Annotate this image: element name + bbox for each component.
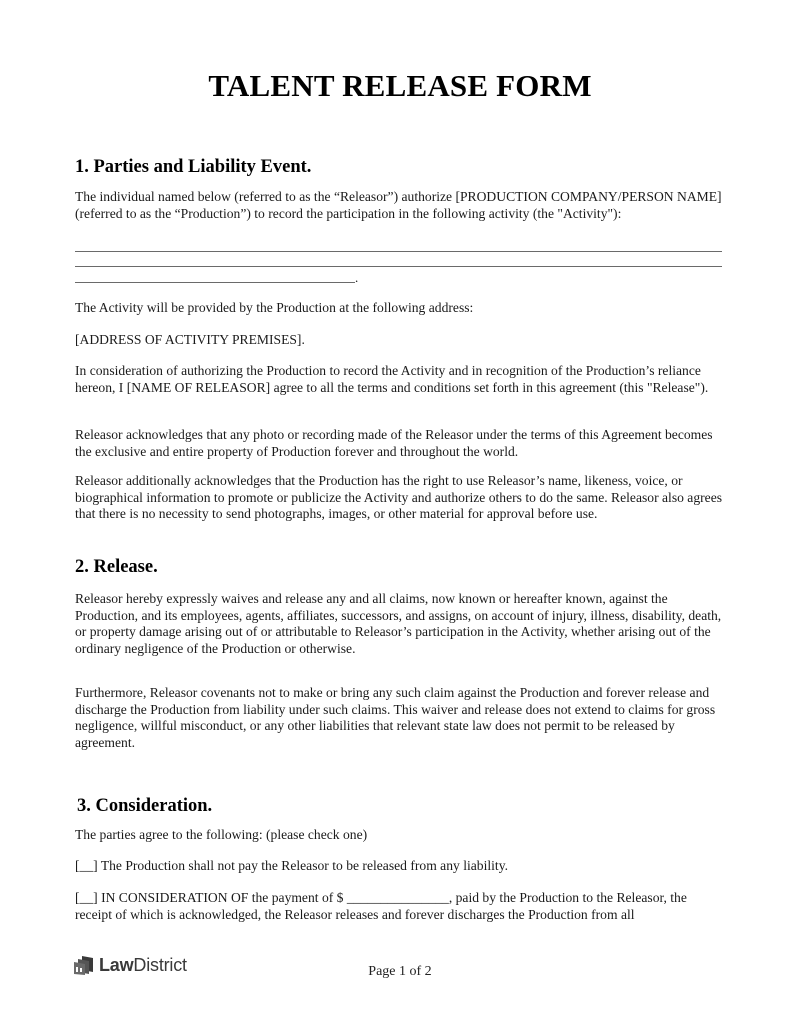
payment-option-text-before: IN CONSIDERATION OF the payment of $ bbox=[101, 890, 344, 905]
brand-bold-text: Law bbox=[99, 954, 134, 975]
payment-amount-blank[interactable]: _______________ bbox=[346, 890, 449, 905]
section-1-intro-paragraph: The individual named below (referred to as the “Releasor”) authorize [PRODUCTION COMPANY/PERSON NAME] (referred to as the “Production”) to record the participation in the following activity (the "Activity"): bbox=[75, 189, 722, 221]
section-2-heading: 2. Release. bbox=[75, 557, 158, 577]
no-payment-checkbox[interactable]: [__] bbox=[75, 858, 98, 873]
payment-checkbox[interactable]: [__] bbox=[75, 890, 98, 905]
no-payment-option-text: The Production shall not pay the Releasor to be released from any liability. bbox=[100, 858, 509, 873]
activity-address-intro: The Activity will be provided by the Production at the following address: bbox=[75, 300, 474, 315]
consideration-instructions: The parties agree to the following: (please check one) bbox=[75, 827, 368, 842]
consideration-agreement-paragraph: In consideration of authorizing the Production to record the Activity and in recognition of the Production’s reliance hereon, I [NAME OF RELEASOR] agree to all the terms and conditions set forth in this agreement (this "Release"). bbox=[75, 363, 709, 395]
activity-blank-line-3[interactable] bbox=[75, 282, 355, 283]
release-waiver-paragraph: Releasor hereby expressly waives and release any and all claims, now known or hereafter known, against the Production, and its employees, agents, affiliates, successors, and assigns, on account of injury, illness, disability, death, or property damage arising out of or attributable to Releasor’s participation in the Activity, whether arising out of the ordinary negligence of the Production or otherwise. bbox=[75, 591, 722, 656]
brand-regular-text: District bbox=[133, 954, 187, 975]
section-1-heading: 1. Parties and Liability Event. bbox=[75, 157, 312, 177]
payment-option-text-after: , paid by the Production to the Releasor, the receipt of which is acknowledged, the Releasor releases and forever discharges the Production from all bbox=[75, 890, 687, 922]
covenant-not-to-sue-paragraph: Furthermore, Releasor covenants not to make or bring any such claim against the Production and forever release and discharge the Production from liability under such claims. This waiver and release does not extend to claims for gross negligence, willful misconduct, or any other liabilities that relevant state law does not permit to be released by agreement. bbox=[75, 685, 716, 750]
activity-blank-period: . bbox=[355, 270, 359, 285]
likeness-acknowledgement-paragraph: Releasor additionally acknowledges that the Production has the right to use Releasor’s name, likeness, voice, or biographical information to promote or publicize the Activity and authorize others to do the same. Releasor also agrees that there is no necessity to send photographs, images, or other material for approval before use. bbox=[75, 473, 723, 521]
document-title: TALENT RELEASE FORM bbox=[208, 68, 592, 103]
activity-blank-line-1[interactable] bbox=[75, 251, 722, 252]
consideration-option-payment bbox=[75, 890, 725, 923]
property-acknowledgement-paragraph: Releasor acknowledges that any photo or recording made of the Releasor under the terms of this Agreement becomes the exclusive and entire property of Production forever and throughout the world. bbox=[75, 427, 713, 459]
activity-blank-line-2[interactable] bbox=[75, 266, 722, 267]
activity-address-placeholder: [ADDRESS OF ACTIVITY PREMISES]. bbox=[75, 332, 305, 347]
page-number: Page 1 of 2 bbox=[368, 964, 432, 979]
consideration-option-no-payment bbox=[75, 858, 725, 875]
section-3-heading: 3. Consideration. bbox=[77, 796, 213, 816]
